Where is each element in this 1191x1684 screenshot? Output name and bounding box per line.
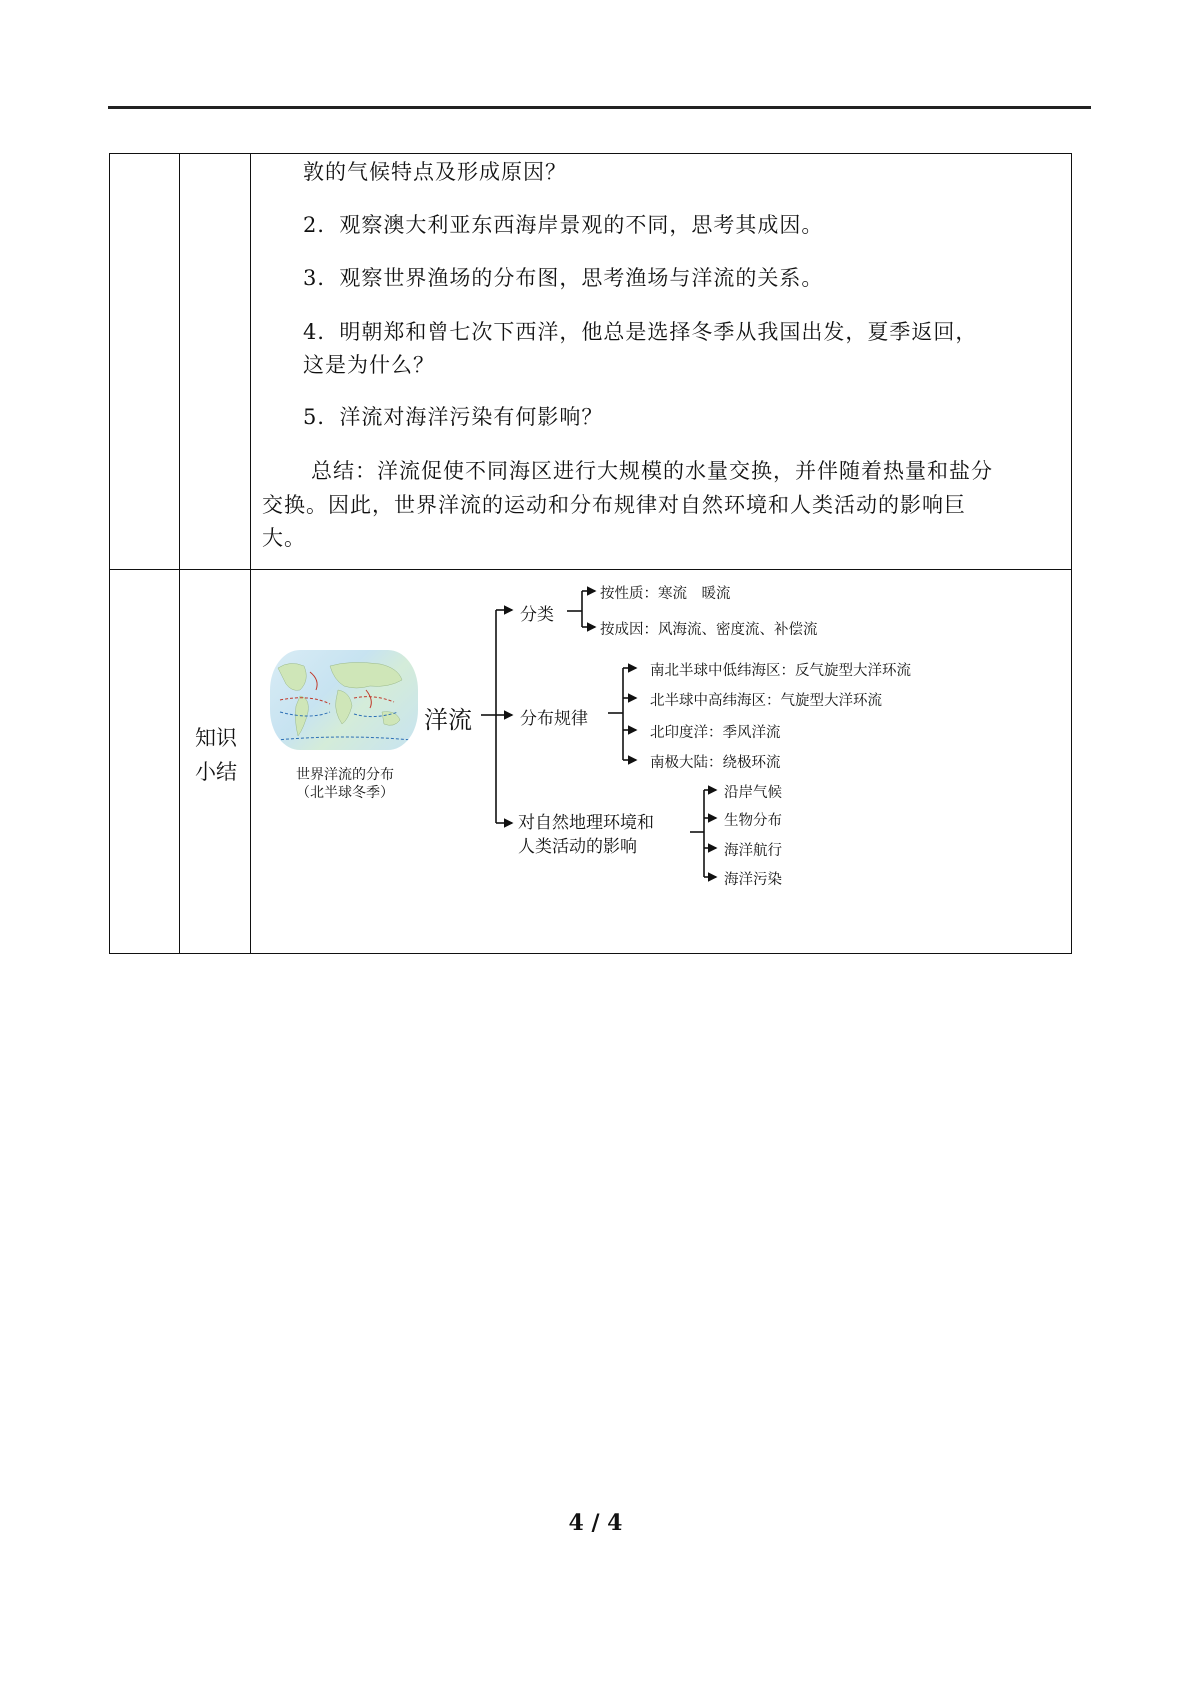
row-label-line2: 小结 — [195, 760, 237, 784]
mindmap-branch-classification: 分类 — [520, 605, 554, 625]
mindmap-leaf: 按性质：寒流 暖流 — [600, 586, 731, 602]
mindmap-leaf: 按成因：风海流、密度流、补偿流 — [600, 622, 818, 638]
question-2: 2．观察澳大利亚东西海岸景观的不同，思考其成因。 — [303, 213, 824, 237]
mindmap-leaf: 生物分布 — [724, 813, 782, 829]
map-caption-line2: （北半球冬季） — [296, 785, 394, 801]
mindmap-branch-impact-line2: 人类活动的影响 — [518, 837, 637, 857]
mindmap-leaf: 南极大陆：绕极环流 — [650, 755, 781, 771]
question-continuation: 敦的气候特点及形成原因？ — [303, 160, 567, 184]
mindmap-branch-impact-line1: 对自然地理环境和 — [518, 813, 654, 833]
question-3: 3．观察世界渔场的分布图，思考渔场与洋流的关系。 — [303, 266, 824, 290]
question-4-line2: 这是为什么？ — [303, 353, 435, 377]
map-caption-line1: 世界洋流的分布 — [296, 767, 394, 783]
mindmap-leaf: 海洋污染 — [724, 872, 782, 888]
summary-line3: 大。 — [262, 526, 306, 550]
question-5: 5．洋流对海洋污染有何影响？ — [303, 405, 604, 429]
mindmap-leaf: 海洋航行 — [724, 843, 782, 859]
summary-line1: 总结：洋流促使不同海区进行大规模的水量交换，并伴随着热量和盐分 — [311, 459, 993, 483]
row-label-line1: 知识 — [195, 726, 237, 750]
mindmap-leaf: 北半球中高纬海区：气旋型大洋环流 — [650, 693, 882, 709]
page-number: 4 / 4 — [568, 1510, 623, 1536]
mindmap-leaf: 南北半球中低纬海区：反气旋型大洋环流 — [650, 663, 911, 679]
mindmap-leaf: 沿岸气候 — [724, 785, 782, 801]
question-4-line1: 4．明朝郑和曾七次下西洋，他总是选择冬季从我国出发，夏季返回， — [303, 320, 978, 344]
summary-line2: 交换。因此，世界洋流的运动和分布规律对自然环境和人类活动的影响巨 — [262, 493, 966, 517]
mindmap-root: 洋流 — [424, 706, 472, 734]
mindmap-leaf: 北印度洋：季风洋流 — [650, 725, 781, 741]
mindmap-branch-distribution: 分布规律 — [520, 709, 588, 729]
